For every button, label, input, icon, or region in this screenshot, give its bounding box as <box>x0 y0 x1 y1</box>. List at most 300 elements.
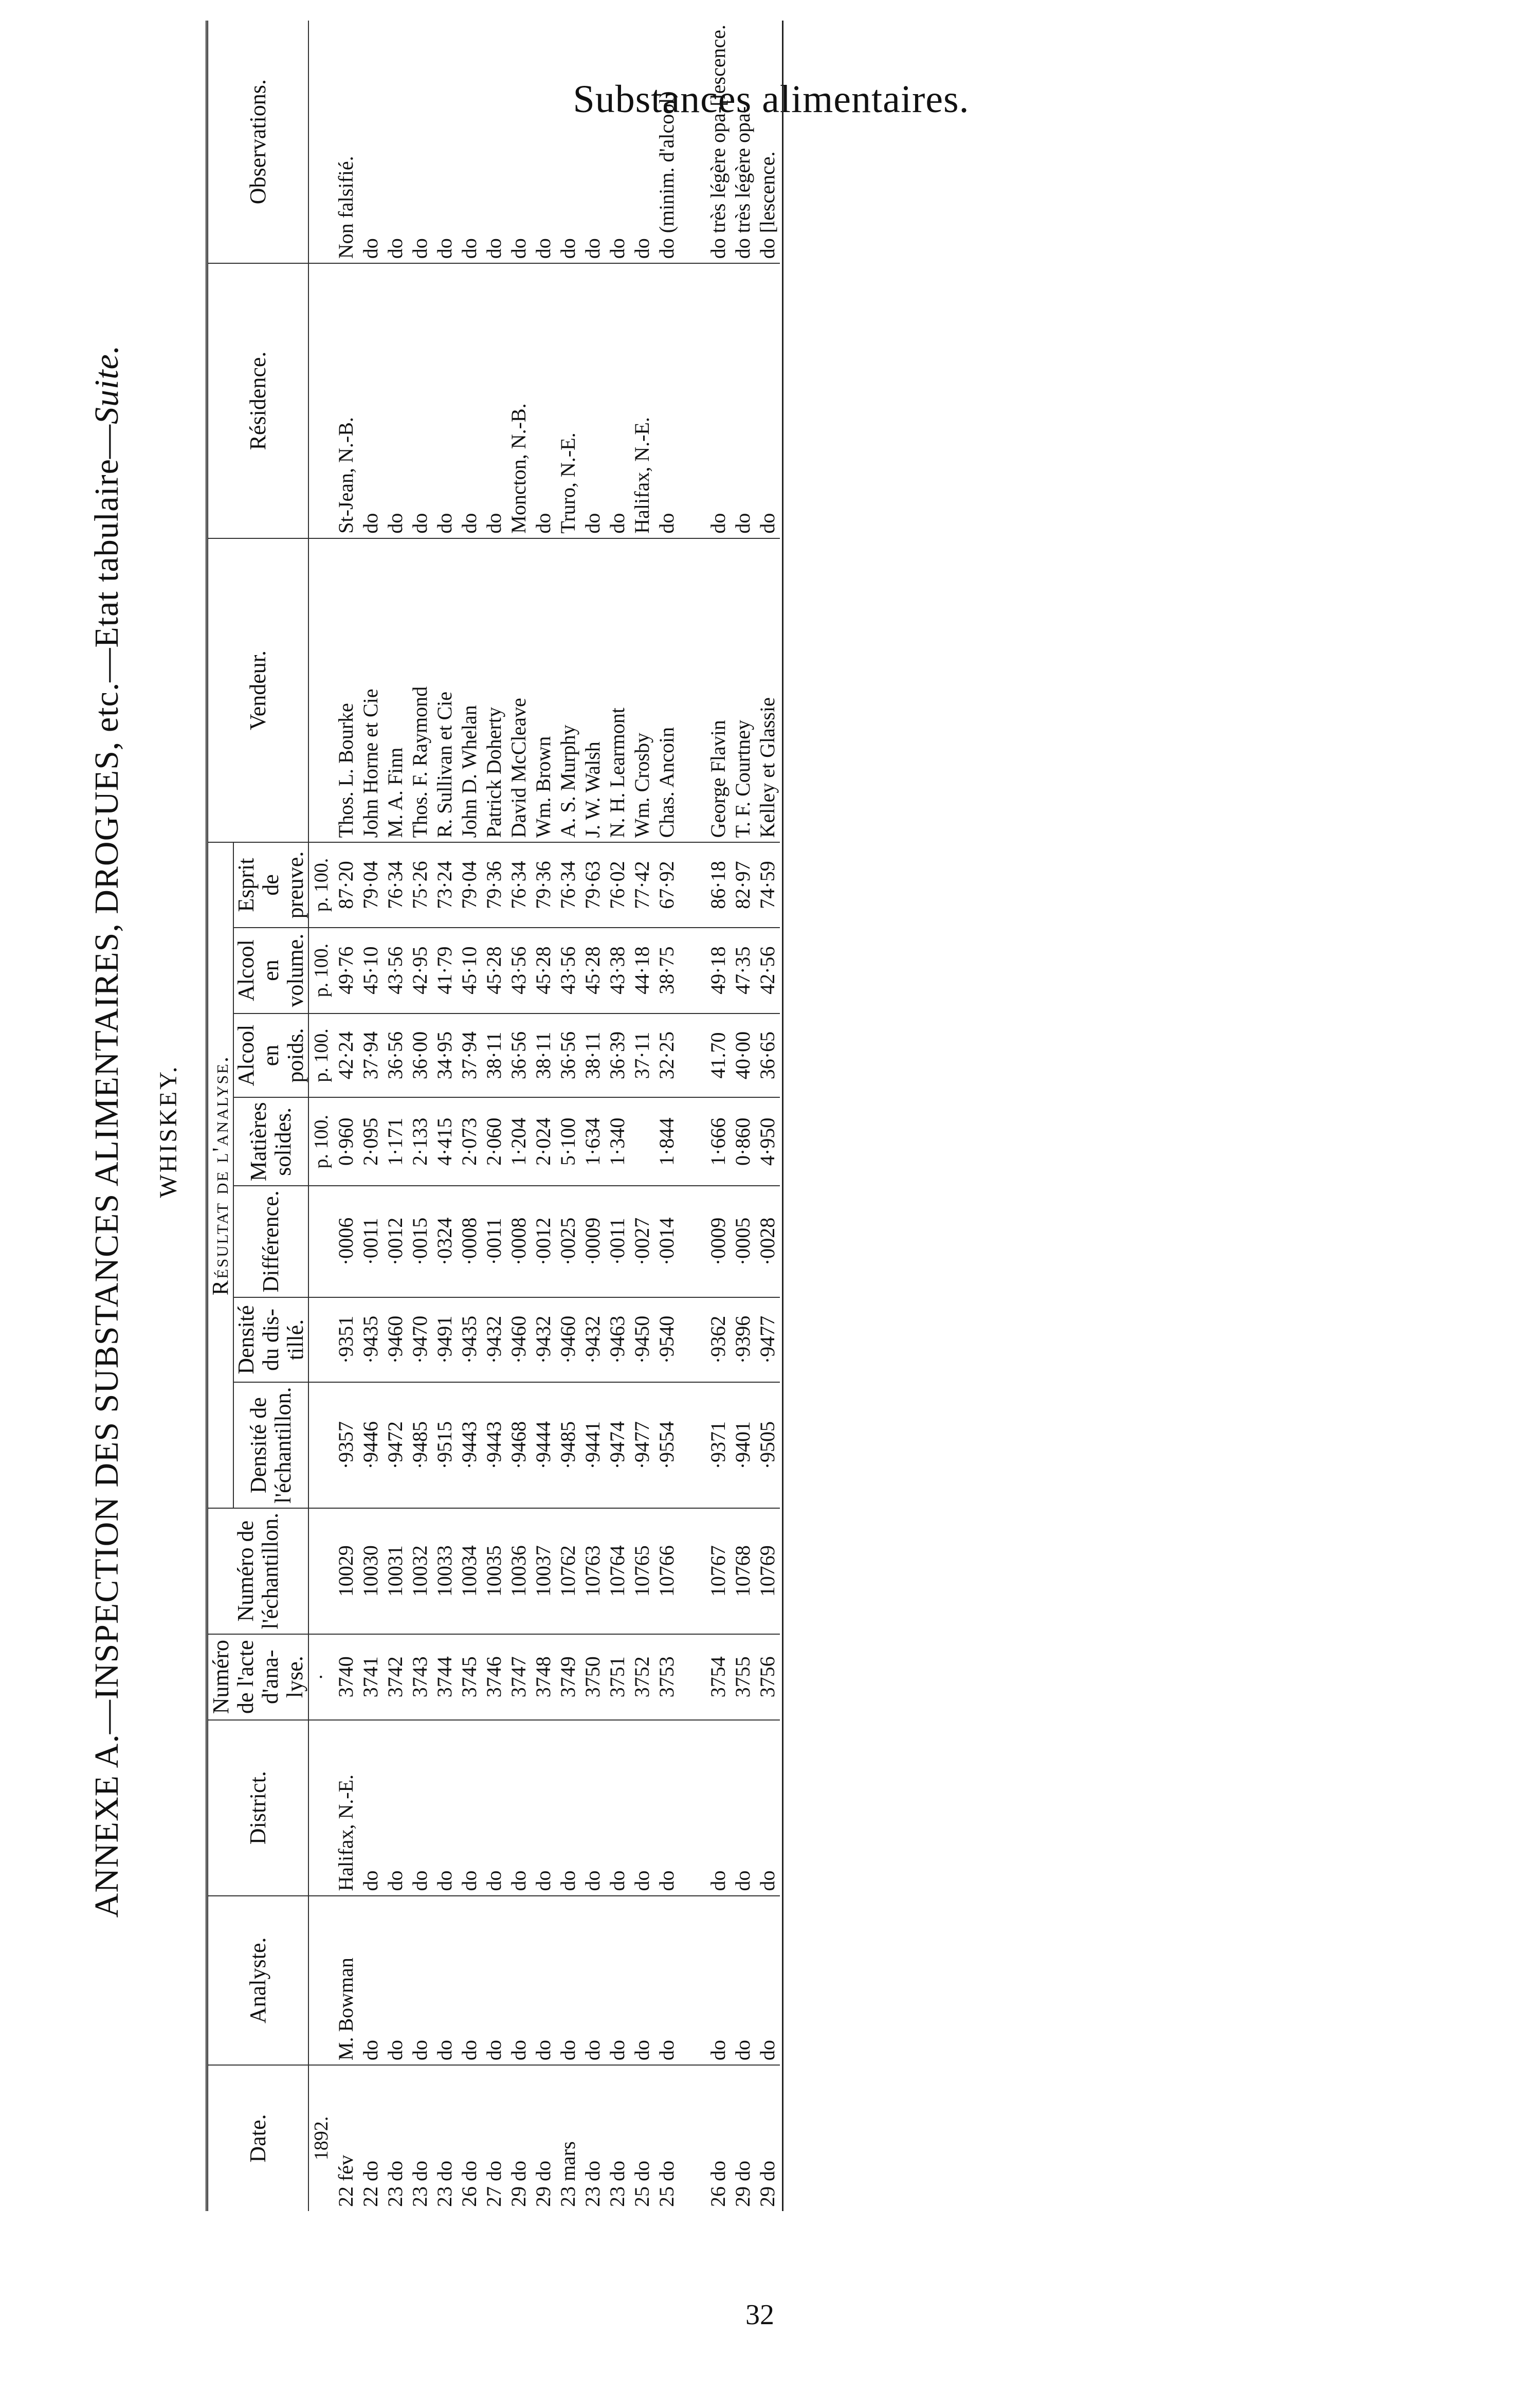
cell-district: do <box>408 1720 432 1896</box>
cell-date: 23 do <box>383 2065 408 2211</box>
cell-alcool-volume: 42·95 <box>408 928 432 1013</box>
cell-acte: 3755 <box>731 1634 755 1720</box>
cell-densite-distille: ·9432 <box>580 1297 605 1383</box>
cell-observations: do très légère opa-[lescence. <box>706 25 730 259</box>
cell-district: do <box>506 1720 531 1896</box>
cell-esprit-preuve: 79·36 <box>531 842 556 927</box>
cell-matieres-solides: 2·133 <box>408 1097 432 1186</box>
cell-alcool-poids: 38·11 <box>482 1013 506 1098</box>
cell-densite-distille: ·9450 <box>630 1297 654 1383</box>
cell-densite-distille: ·9351 <box>334 1297 358 1383</box>
cell-alcool-volume: 45·28 <box>531 928 556 1013</box>
header-vendeur: Vendeur. <box>207 538 309 843</box>
unit-esprit: p. 100. <box>308 842 334 927</box>
cell-echantillon: 10766 <box>654 1508 679 1634</box>
cell-observations: do <box>556 238 579 259</box>
table-row <box>531 21 556 2211</box>
cell-residence: do <box>432 263 457 538</box>
cell-vendeur: John D. Whelan <box>457 538 482 843</box>
cell-echantillon: 10764 <box>605 1508 630 1634</box>
cell-esprit-preuve: 76·34 <box>506 842 531 927</box>
cell-date: 29 do <box>531 2065 556 2211</box>
title-main: ANNEXE A.—INSPECTION DES SUBSTANCES ALIMENTAIRES, DROGUES, etc.—Etat tabulaire— <box>88 424 125 1918</box>
cell-densite-echantillon: ·9441 <box>580 1382 605 1508</box>
cell-alcool-poids: 36·00 <box>408 1013 432 1098</box>
cell-date: 26 do <box>457 2065 482 2211</box>
cell-district: do <box>731 1720 755 1896</box>
cell-analyste: do <box>580 1896 605 2065</box>
cell-densite-distille: ·9435 <box>457 1297 482 1383</box>
cell-matieres-solides: 1·204 <box>506 1097 531 1186</box>
cell-densite-echantillon: ·9443 <box>457 1382 482 1508</box>
cell-acte: 3741 <box>358 1634 383 1720</box>
title-suite: Suite. <box>88 345 125 424</box>
cell-densite-echantillon: ·9472 <box>383 1382 408 1508</box>
cell-difference: ·0015 <box>408 1186 432 1297</box>
cell-densite-distille: ·9432 <box>482 1297 506 1383</box>
cell-densite-distille: ·9491 <box>432 1297 457 1383</box>
header-num-echantillon: Numéro de l'échantillon. <box>207 1508 309 1634</box>
cell-echantillon: 10037 <box>531 1508 556 1634</box>
cell-alcool-poids: 40·00 <box>731 1013 755 1098</box>
cell-alcool-poids: 36·56 <box>383 1013 408 1098</box>
cell-acte: 3743 <box>408 1634 432 1720</box>
header-resultat-group: Résultat de l'analyse. <box>207 842 234 1508</box>
cell-district: do <box>482 1720 506 1896</box>
cell-alcool-volume: 43·56 <box>556 928 580 1013</box>
cell-difference: ·0005 <box>731 1186 755 1297</box>
header-densite-distille: Densité du dis-tillé. <box>233 1297 308 1383</box>
cell-alcool-volume: 42·56 <box>755 928 780 1013</box>
cell-acte: 3744 <box>432 1634 457 1720</box>
cell-acte: 3750 <box>580 1634 605 1720</box>
cell-date: 22 do <box>358 2065 383 2211</box>
cell-densite-distille: ·9463 <box>605 1297 630 1383</box>
cell-echantillon: 10034 <box>457 1508 482 1634</box>
cell-densite-echantillon: ·9485 <box>408 1382 432 1508</box>
cell-alcool-poids: 38·11 <box>531 1013 556 1098</box>
cell-alcool-volume: 45·10 <box>358 928 383 1013</box>
cell-acte: 3754 <box>706 1634 731 1720</box>
table-row <box>755 21 780 2211</box>
table-row <box>457 21 482 2211</box>
cell-district: do <box>358 1720 383 1896</box>
cell-densite-echantillon: ·9357 <box>334 1382 358 1508</box>
cell-esprit-preuve: 75·26 <box>408 842 432 927</box>
cell-acte: 3756 <box>755 1634 780 1720</box>
cell-district: do <box>654 1720 679 1896</box>
cell-densite-distille: ·9435 <box>358 1297 383 1383</box>
cell-matieres-solides: 1·340 <box>605 1097 630 1186</box>
table-row <box>482 21 506 2211</box>
cell-residence: do <box>408 263 432 538</box>
cell-date: 29 do <box>755 2065 780 2211</box>
cell-alcool-volume: 45·28 <box>580 928 605 1013</box>
cell-residence: do <box>706 263 731 538</box>
cell-alcool-poids: 37·11 <box>630 1013 654 1098</box>
cell-alcool-poids: 37·94 <box>358 1013 383 1098</box>
cell-matieres-solides: 0·960 <box>334 1097 358 1186</box>
cell-alcool-poids: 41.70 <box>706 1013 731 1098</box>
running-header: Substances alimentaires. <box>573 78 970 121</box>
cell-esprit-preuve: 79·63 <box>580 842 605 927</box>
cell-analyste: do <box>358 1896 383 2065</box>
header-date: Date. <box>207 2065 309 2211</box>
cell-matieres-solides: 2·095 <box>358 1097 383 1186</box>
cell-residence: do <box>654 263 679 538</box>
table-row <box>706 21 731 2211</box>
cell-matieres-solides: 4·950 <box>755 1097 780 1186</box>
cell-analyste: M. Bowman <box>334 1896 358 2065</box>
cell-alcool-poids: 32·25 <box>654 1013 679 1098</box>
cell-residence: Moncton, N.-B. <box>506 263 531 538</box>
cell-difference: ·0009 <box>706 1186 731 1297</box>
cell-difference: ·0008 <box>506 1186 531 1297</box>
cell-alcool-volume: 41·79 <box>432 928 457 1013</box>
header-densite-echantillon: Densité de l'échantillon. <box>233 1382 308 1508</box>
cell-echantillon: 10768 <box>731 1508 755 1634</box>
cell-analyste: do <box>408 1896 432 2065</box>
cell-echantillon: 10767 <box>706 1508 731 1634</box>
cell-alcool-volume: 47·35 <box>731 928 755 1013</box>
cell-acte: 3746 <box>482 1634 506 1720</box>
cell-densite-distille: ·9460 <box>556 1297 580 1383</box>
cell-difference: ·0011 <box>482 1186 506 1297</box>
cell-echantillon: 10035 <box>482 1508 506 1634</box>
cell-difference: ·0027 <box>630 1186 654 1297</box>
table-row <box>358 21 383 2211</box>
cell-difference: ·0011 <box>358 1186 383 1297</box>
header-difference: Différence. <box>233 1186 308 1297</box>
cell-difference: ·0014 <box>654 1186 679 1297</box>
cell-esprit-preuve: 87·20 <box>334 842 358 927</box>
cell-echantillon: 10763 <box>580 1508 605 1634</box>
cell-matieres-solides: 1·666 <box>706 1097 731 1186</box>
cell-vendeur: Wm. Brown <box>531 538 556 843</box>
cell-difference: ·0012 <box>531 1186 556 1297</box>
cell-acte: 3749 <box>556 1634 580 1720</box>
header-observations: Observations. <box>207 21 309 263</box>
cell-analyste: do <box>654 1896 679 2065</box>
cell-district: do <box>580 1720 605 1896</box>
cell-esprit-preuve: 76·02 <box>605 842 630 927</box>
cell-densite-echantillon: ·9443 <box>482 1382 506 1508</box>
cell-densite-distille: ·9362 <box>706 1297 731 1383</box>
cell-esprit-preuve: 67·92 <box>654 842 679 927</box>
cell-difference: ·0012 <box>383 1186 408 1297</box>
unit-acte: · <box>308 1634 334 1720</box>
cell-observations: do <box>606 238 629 259</box>
cell-residence: do <box>755 263 780 538</box>
cell-echantillon: 10029 <box>334 1508 358 1634</box>
cell-analyste: do <box>706 1896 731 2065</box>
table-row <box>580 21 605 2211</box>
cell-alcool-poids: 36·65 <box>755 1013 780 1098</box>
cell-alcool-volume: 49·76 <box>334 928 358 1013</box>
cell-densite-distille: ·9470 <box>408 1297 432 1383</box>
header-alcool-poids: Alcool en poids. <box>233 1013 308 1098</box>
cell-alcool-volume: 43·38 <box>605 928 630 1013</box>
cell-vendeur: John Horne et Cie <box>358 538 383 843</box>
cell-densite-echantillon: ·9468 <box>506 1382 531 1508</box>
cell-date: 29 do <box>506 2065 531 2211</box>
cell-district: do <box>457 1720 482 1896</box>
cell-echantillon: 10036 <box>506 1508 531 1634</box>
cell-esprit-preuve: 76·34 <box>556 842 580 927</box>
cell-vendeur: N. H. Learmont <box>605 538 630 843</box>
header-residence: Résidence. <box>207 263 309 538</box>
cell-acte: 3745 <box>457 1634 482 1720</box>
cell-residence: do <box>531 263 556 538</box>
cell-district: do <box>605 1720 630 1896</box>
cell-residence: do <box>358 263 383 538</box>
table-row <box>630 21 654 2211</box>
cell-acte: 3748 <box>531 1634 556 1720</box>
table-row <box>731 21 755 2211</box>
cell-matieres-solides: 5·100 <box>556 1097 580 1186</box>
header-matieres-solides: Matières solides. <box>233 1097 308 1186</box>
cell-date: 22 fév <box>334 2065 358 2211</box>
cell-analyste: do <box>432 1896 457 2065</box>
cell-matieres-solides: 2·073 <box>457 1097 482 1186</box>
cell-district: do <box>383 1720 408 1896</box>
cell-echantillon: 10769 <box>755 1508 780 1634</box>
table-row <box>383 21 408 2211</box>
cell-observations: do [lescence. <box>756 151 779 259</box>
cell-vendeur: Wm. Crosby <box>630 538 654 843</box>
cell-densite-echantillon: ·9444 <box>531 1382 556 1508</box>
cell-analyste: do <box>605 1896 630 2065</box>
cell-observations: do <box>581 238 604 259</box>
cell-vendeur: T. F. Courtney <box>731 538 755 843</box>
cell-vendeur: Kelley et Glassie <box>755 538 780 843</box>
cell-echantillon: 10030 <box>358 1508 383 1634</box>
cell-alcool-poids: 38·11 <box>580 1013 605 1098</box>
cell-esprit-preuve: 86·18 <box>706 842 731 927</box>
cell-date: 25 do <box>630 2065 654 2211</box>
cell-matieres-solides <box>630 1097 654 1186</box>
cell-vendeur: M. A. Finn <box>383 538 408 843</box>
cell-densite-echantillon: ·9477 <box>630 1382 654 1508</box>
table-row <box>506 21 531 2211</box>
cell-observations: do très légère opa- <box>731 106 754 259</box>
cell-alcool-volume: 38·75 <box>654 928 679 1013</box>
cell-analyste: do <box>457 1896 482 2065</box>
cell-densite-echantillon: ·9515 <box>432 1382 457 1508</box>
cell-vendeur: J. W. Walsh <box>580 538 605 843</box>
table-row <box>334 21 358 2211</box>
header-num-acte: Numéro de l'acte d'ana-lyse. <box>207 1634 309 1720</box>
cell-esprit-preuve: 79·04 <box>358 842 383 927</box>
cell-densite-distille: ·9477 <box>755 1297 780 1383</box>
unit-year: 1892. <box>308 2065 334 2211</box>
cell-district: Halifax, N.-E. <box>334 1720 358 1896</box>
cell-residence: do <box>605 263 630 538</box>
cell-district: do <box>755 1720 780 1896</box>
cell-date: 23 do <box>605 2065 630 2211</box>
document-title <box>87 0 126 2262</box>
cell-densite-distille: ·9396 <box>731 1297 755 1383</box>
cell-densite-echantillon: ·9446 <box>358 1382 383 1508</box>
cell-analyste: do <box>383 1896 408 2065</box>
table-row <box>605 21 630 2211</box>
cell-acte: 3752 <box>630 1634 654 1720</box>
cell-densite-distille: ·9460 <box>506 1297 531 1383</box>
cell-echantillon: 10033 <box>432 1508 457 1634</box>
cell-date: 25 do <box>654 2065 679 2211</box>
cell-analyste: do <box>630 1896 654 2065</box>
cell-difference: ·0324 <box>432 1186 457 1297</box>
cell-difference: ·0011 <box>605 1186 630 1297</box>
cell-observations: do <box>507 238 530 259</box>
cell-alcool-poids: 34·95 <box>432 1013 457 1098</box>
cell-difference: ·0025 <box>556 1186 580 1297</box>
cell-analyste: do <box>731 1896 755 2065</box>
cell-analyste: do <box>531 1896 556 2065</box>
cell-district: do <box>630 1720 654 1896</box>
table-row <box>432 21 457 2211</box>
cell-difference: ·0009 <box>580 1186 605 1297</box>
cell-alcool-poids: 36·56 <box>506 1013 531 1098</box>
cell-acte: 3742 <box>383 1634 408 1720</box>
cell-alcool-poids: 37·94 <box>457 1013 482 1098</box>
cell-echantillon: 10031 <box>383 1508 408 1634</box>
cell-vendeur: George Flavin <box>706 538 731 843</box>
cell-matieres-solides: 1·844 <box>654 1097 679 1186</box>
cell-matieres-solides: 0·860 <box>731 1097 755 1186</box>
cell-residence: do <box>731 263 755 538</box>
spacer-row <box>679 21 706 2211</box>
cell-densite-echantillon: ·9474 <box>605 1382 630 1508</box>
cell-echantillon: 10765 <box>630 1508 654 1634</box>
table-row <box>654 21 679 2211</box>
bottom-rule <box>780 21 783 2211</box>
cell-esprit-preuve: 79·04 <box>457 842 482 927</box>
table-body <box>334 21 783 2211</box>
document-subtitle: WHISKEY. <box>155 1064 182 1198</box>
cell-acte: 3753 <box>654 1634 679 1720</box>
cell-observations: do <box>458 238 481 259</box>
cell-observations: do <box>384 238 407 259</box>
cell-district: do <box>531 1720 556 1896</box>
cell-esprit-preuve: 77·42 <box>630 842 654 927</box>
rotated-table-region <box>87 0 1218 2262</box>
cell-date: 29 do <box>731 2065 755 2211</box>
cell-alcool-volume: 43·56 <box>506 928 531 1013</box>
cell-date: 23 do <box>432 2065 457 2211</box>
cell-observations: do <box>630 238 653 259</box>
cell-residence: Truro, N.-E. <box>556 263 580 538</box>
cell-vendeur: Patrick Doherty <box>482 538 506 843</box>
unit-volume: p. 100. <box>308 928 334 1013</box>
cell-esprit-preuve: 82·97 <box>731 842 755 927</box>
cell-date: 23 do <box>580 2065 605 2211</box>
cell-acte: 3747 <box>506 1634 531 1720</box>
cell-difference: ·0028 <box>755 1186 780 1297</box>
cell-alcool-volume: 49·18 <box>706 928 731 1013</box>
cell-alcool-poids: 42·24 <box>334 1013 358 1098</box>
header-esprit-preuve: Esprit de preuve. <box>233 842 308 927</box>
cell-esprit-preuve: 74·59 <box>755 842 780 927</box>
cell-alcool-volume: 45·10 <box>457 928 482 1013</box>
cell-district: do <box>432 1720 457 1896</box>
whiskey-table <box>206 21 783 2211</box>
cell-densite-distille: ·9540 <box>654 1297 679 1383</box>
header-district: District. <box>207 1720 309 1896</box>
cell-residence: Halifax, N.-E. <box>630 263 654 538</box>
cell-densite-echantillon: ·9371 <box>706 1382 731 1508</box>
header-analyste: Analyste. <box>207 1896 309 2065</box>
cell-alcool-poids: 36·56 <box>556 1013 580 1098</box>
page-number: 32 <box>745 2299 774 2331</box>
cell-residence: do <box>580 263 605 538</box>
cell-vendeur: A. S. Murphy <box>556 538 580 843</box>
cell-matieres-solides: 1·171 <box>383 1097 408 1186</box>
cell-date: 26 do <box>706 2065 731 2211</box>
cell-densite-echantillon: ·9554 <box>654 1382 679 1508</box>
cell-date: 23 do <box>408 2065 432 2211</box>
cell-densite-distille: ·9432 <box>531 1297 556 1383</box>
cell-residence: do <box>383 263 408 538</box>
cell-matieres-solides: 4·415 <box>432 1097 457 1186</box>
cell-densite-echantillon: ·9505 <box>755 1382 780 1508</box>
cell-matieres-solides: 1·634 <box>580 1097 605 1186</box>
cell-observations: do <box>408 238 431 259</box>
cell-esprit-preuve: 73·24 <box>432 842 457 927</box>
cell-date: 27 do <box>482 2065 506 2211</box>
cell-alcool-volume: 45·28 <box>482 928 506 1013</box>
unit-poids: p. 100. <box>308 1013 334 1098</box>
cell-district: do <box>556 1720 580 1896</box>
cell-date: 23 mars <box>556 2065 580 2211</box>
cell-densite-distille: ·9460 <box>383 1297 408 1383</box>
cell-densite-echantillon: ·9485 <box>556 1382 580 1508</box>
cell-observations: do <box>433 238 456 259</box>
cell-esprit-preuve: 76·34 <box>383 842 408 927</box>
cell-matieres-solides: 2·060 <box>482 1097 506 1186</box>
cell-analyste: do <box>556 1896 580 2065</box>
cell-residence: do <box>482 263 506 538</box>
cell-alcool-volume: 44·18 <box>630 928 654 1013</box>
cell-echantillon: 10032 <box>408 1508 432 1634</box>
cell-vendeur: Chas. Ancoin <box>654 538 679 843</box>
cell-residence: do <box>457 263 482 538</box>
cell-esprit-preuve: 79·36 <box>482 842 506 927</box>
unit-solides: p. 100. <box>308 1097 334 1186</box>
cell-analyste: do <box>506 1896 531 2065</box>
cell-observations: do <box>482 238 505 259</box>
units-row <box>308 21 334 2211</box>
header-alcool-volume: Alcool en volume. <box>233 928 308 1013</box>
cell-observations: do (minim. d'alcool) <box>655 91 678 259</box>
cell-matieres-solides: 2·024 <box>531 1097 556 1186</box>
cell-alcool-poids: 36·39 <box>605 1013 630 1098</box>
cell-acte: 3751 <box>605 1634 630 1720</box>
table-row <box>408 21 432 2211</box>
cell-alcool-volume: 43·56 <box>383 928 408 1013</box>
cell-vendeur: R. Sullivan et Cie <box>432 538 457 843</box>
cell-vendeur: David McCleave <box>506 538 531 843</box>
cell-vendeur: Thos. L. Bourke <box>334 538 358 843</box>
cell-observations: Non falsifié. <box>334 156 357 259</box>
cell-vendeur: Thos. F. Raymond <box>408 538 432 843</box>
cell-echantillon: 10762 <box>556 1508 580 1634</box>
table-row <box>556 21 580 2211</box>
cell-observations: do <box>359 238 382 259</box>
cell-acte: 3740 <box>334 1634 358 1720</box>
cell-residence: St-Jean, N.-B. <box>334 263 358 538</box>
cell-difference: ·0006 <box>334 1186 358 1297</box>
